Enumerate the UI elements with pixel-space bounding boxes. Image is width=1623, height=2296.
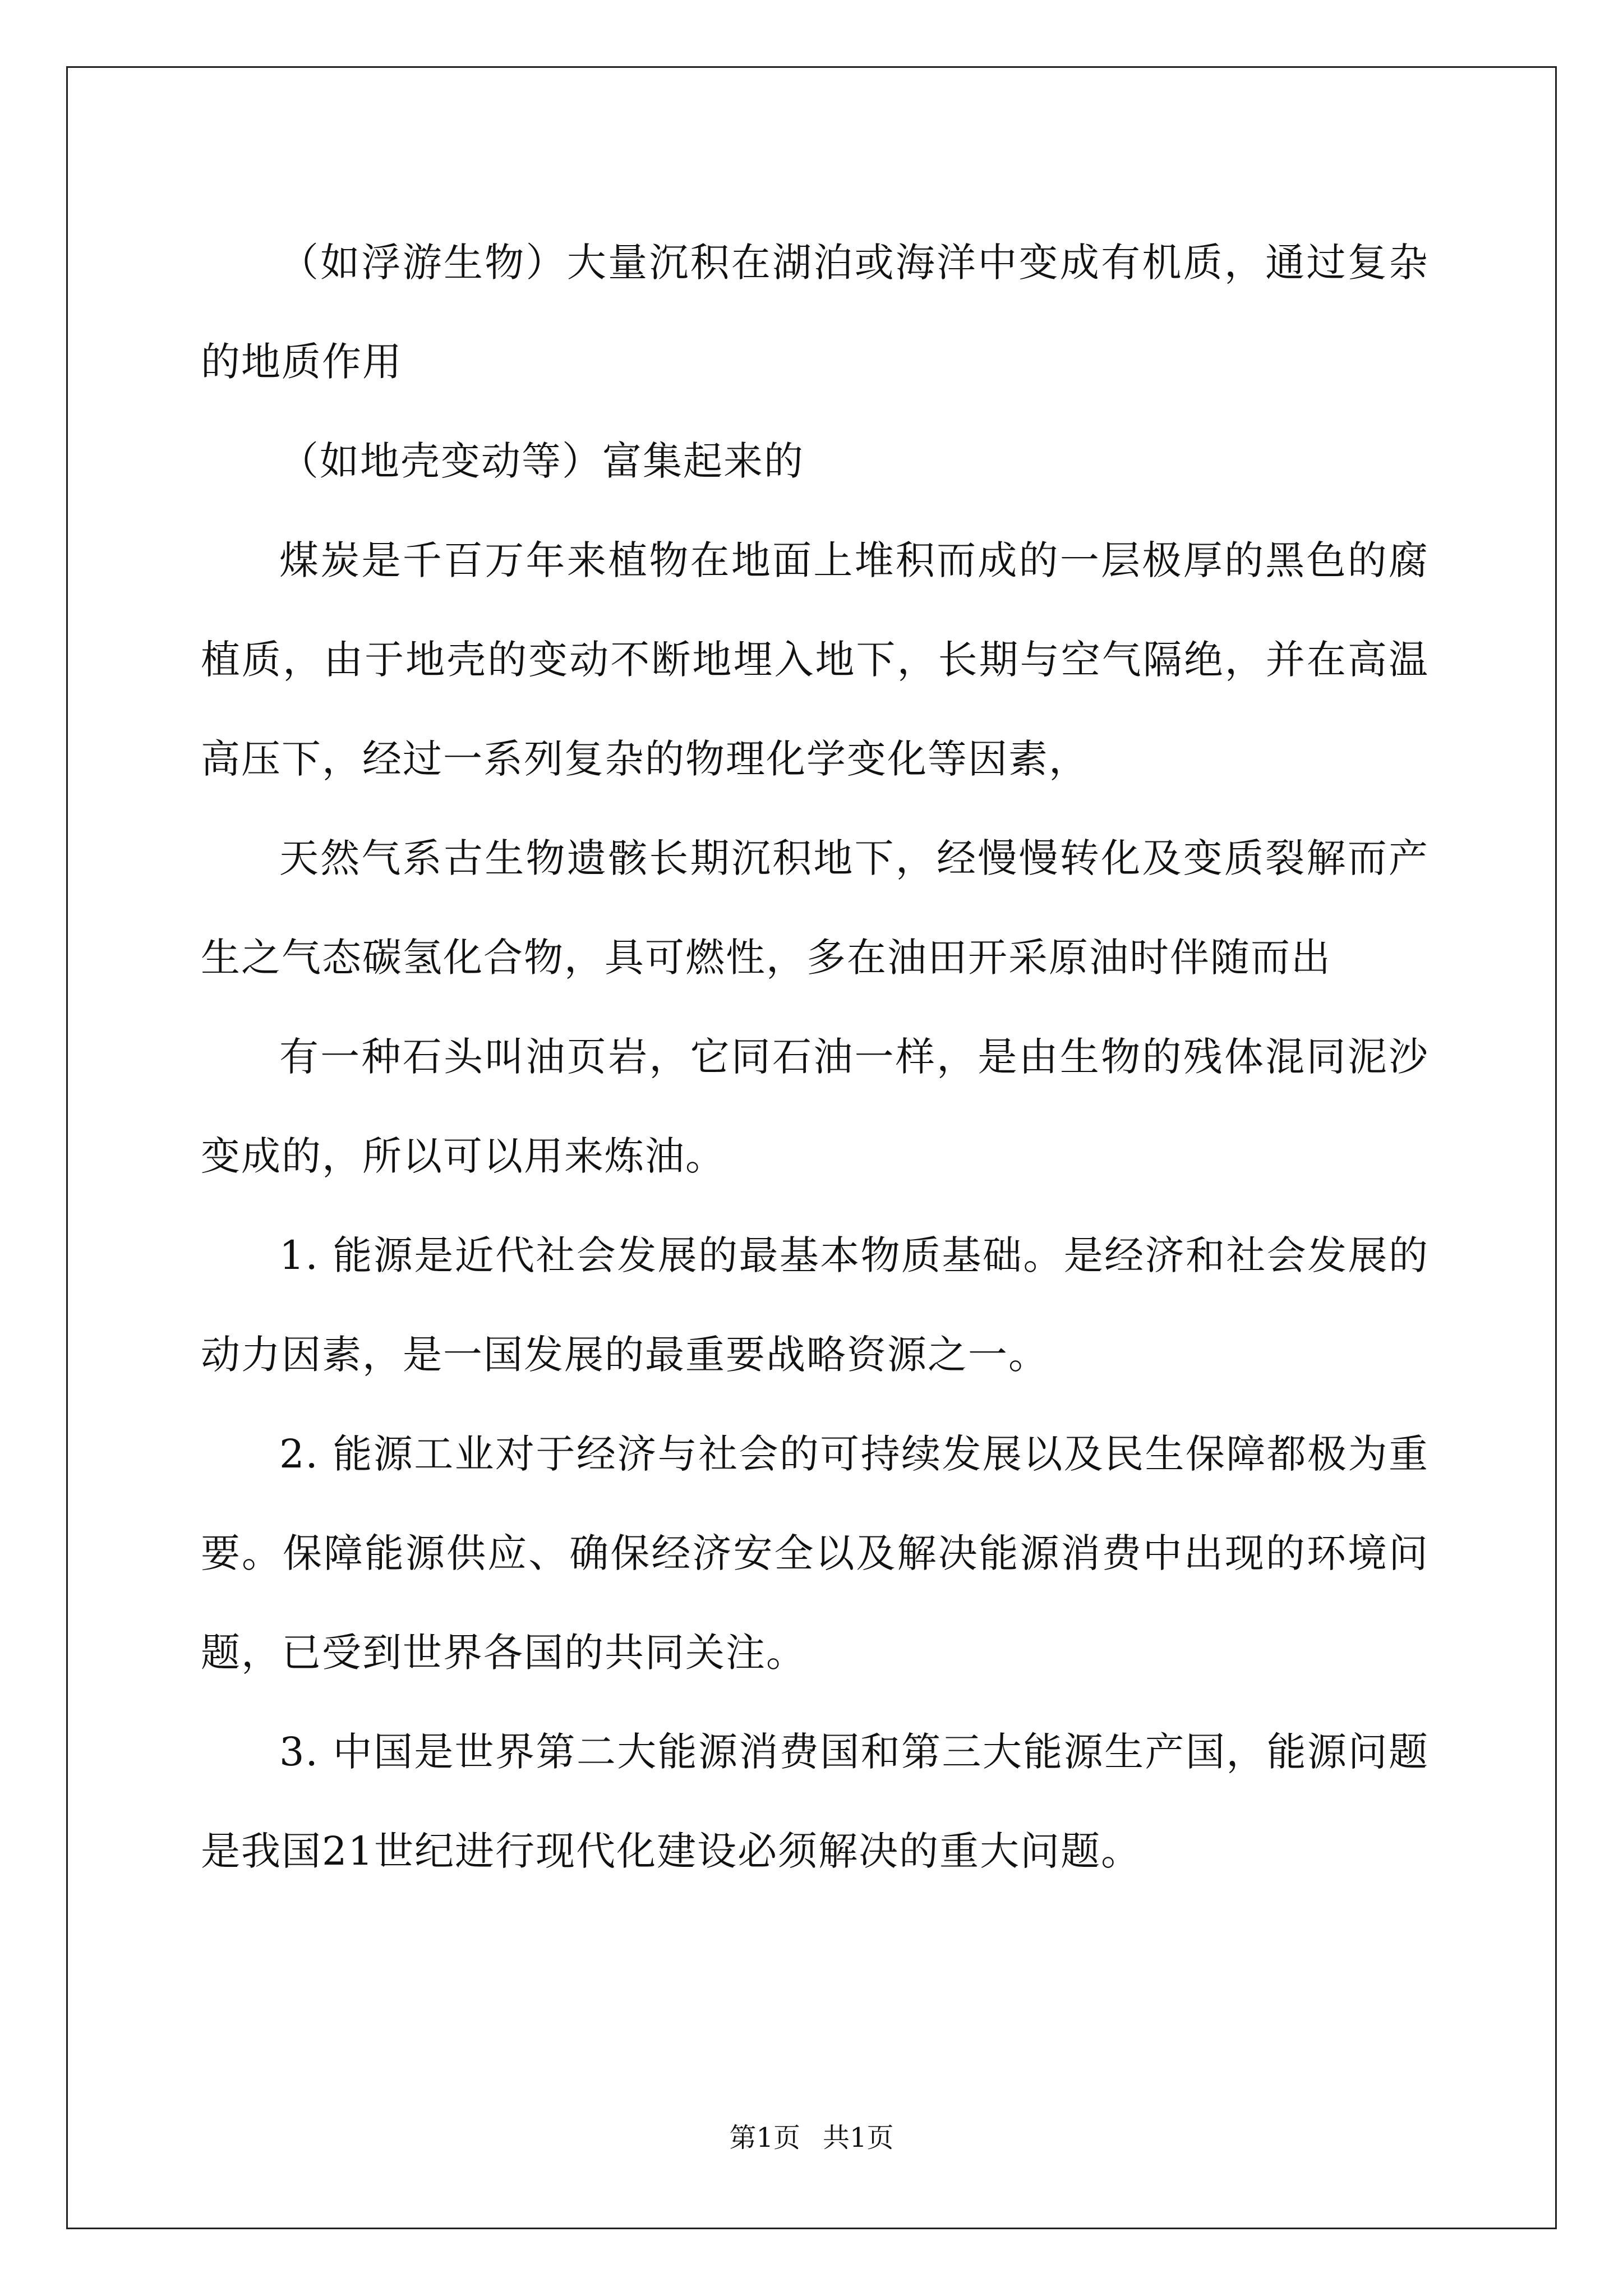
paragraph-point-1: 1. 能源是近代社会发展的最基本物质基础。是经济和社会发展的动力因素，是一国发展的最重要战略资源之一。 xyxy=(201,1232,1429,1378)
paragraph-crust-movement: （如地壳变动等）富集起来的 xyxy=(279,438,804,484)
paragraph-coal: 煤炭是千百万年来植物在地面上堆积而成的一层极厚的黑色的腐植质，由于地壳的变动不断地埋入地下，长期与空气隔绝，并在高温高压下，经过一系列复杂的物理化学变化等因素， xyxy=(201,537,1429,782)
paragraph-oil-shale: 有一种石头叫油页岩，它同石油一样，是由生物的残体混同泥沙变成的，所以可以用来炼油。 xyxy=(201,1034,1429,1179)
paragraph-point-3: 3. 中国是世界第二大能源消费国和第三大能源生产国，能源问题是我国21世纪进行现代化建设必须解决的重大问题。 xyxy=(201,1729,1429,1874)
page-total: 共1页 xyxy=(823,2122,894,2154)
paragraph-natural-gas: 天然气系古生物遗骸长期沉积地下，经慢慢转化及变质裂解而产生之气态碳氢化合物，具可燃性，多在油田开采原油时伴随而出 xyxy=(201,835,1429,981)
page-footer xyxy=(0,2121,1623,2155)
page-number: 第1页 xyxy=(729,2122,800,2154)
paragraph-point-2: 2. 能源工业对于经济与社会的可持续发展以及民生保障都极为重要。保障能源供应、确保经济安全以及解决能源消费中出现的环境问题，已受到世界各国的共同关注。 xyxy=(201,1431,1429,1676)
document-body xyxy=(201,213,1429,1901)
paragraph-plankton: （如浮游生物）大量沉积在湖泊或海洋中变成有机质，通过复杂的地质作用 xyxy=(201,240,1429,385)
